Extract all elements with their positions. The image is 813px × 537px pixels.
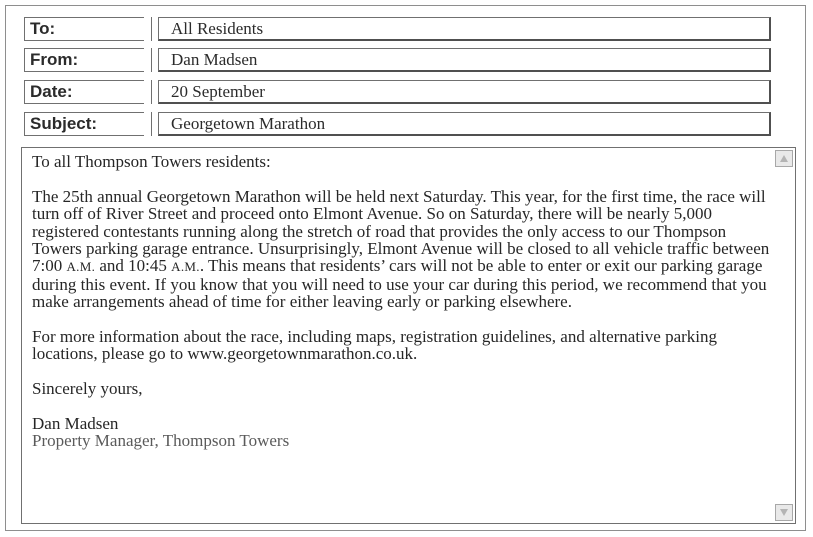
paragraph-1-text-a: The 25th annual Georgetown Marathon will be held next Saturday. This year, for the first time, the race will turn off of River Street and proceed onto Elmont Avenue. So on Saturday, there will be nearly 5,000 registered contestants running along the stretch of road that provides the only access to our Thompson Towers parking garage entrance. Unsurprisingly, Elmont Avenue will be closed to all vehicle traffic between 7:00 (32, 186, 770, 276)
scroll-down-button[interactable] (775, 504, 793, 521)
date-row (24, 80, 772, 104)
scroll-up-button[interactable] (775, 150, 793, 167)
paragraph-1-text-c: . This means that residents’ cars will not be able to enter or exit our parking garage during this event. If you know that you will need to use your car during this period, we recommend that you make arrangements ahead of time for either leaving early or parking elsewhere. (32, 256, 767, 312)
subject-label: Subject: (24, 112, 144, 136)
date-field[interactable]: 20 September (158, 80, 771, 104)
email-window (5, 5, 806, 531)
from-field[interactable]: Dan Madsen (158, 48, 771, 72)
to-label: To: (24, 17, 144, 41)
to-field[interactable]: All Residents (158, 17, 771, 41)
triangle-down-icon (779, 508, 789, 517)
body-paragraph-2: For more information about the race, including maps, registration guidelines, and alternative parking locations, please go to www.georgetownmarathon.co.uk. (32, 327, 717, 364)
vertical-scrollbar[interactable] (775, 150, 793, 521)
from-label: From: (24, 48, 144, 72)
message-body[interactable] (21, 147, 796, 524)
closing: Sincerely yours, (32, 379, 143, 399)
time-am-1: A.M. (66, 259, 96, 275)
date-label: Date: (24, 80, 144, 104)
paragraph-1-text-b: and 10:45 (95, 256, 172, 276)
subject-field[interactable]: Georgetown Marathon (158, 112, 771, 136)
subject-row (24, 112, 772, 136)
body-paragraph-1 (32, 188, 772, 311)
to-row (24, 17, 772, 41)
time-am-2: A.M. (171, 259, 200, 275)
greeting: To all Thompson Towers residents: (32, 152, 271, 171)
triangle-up-icon (779, 154, 789, 163)
signature-name: Dan Madsen (32, 414, 119, 434)
message-text (32, 153, 772, 450)
signature-title: Property Manager, Thompson Towers (32, 431, 290, 451)
from-row (24, 48, 772, 72)
